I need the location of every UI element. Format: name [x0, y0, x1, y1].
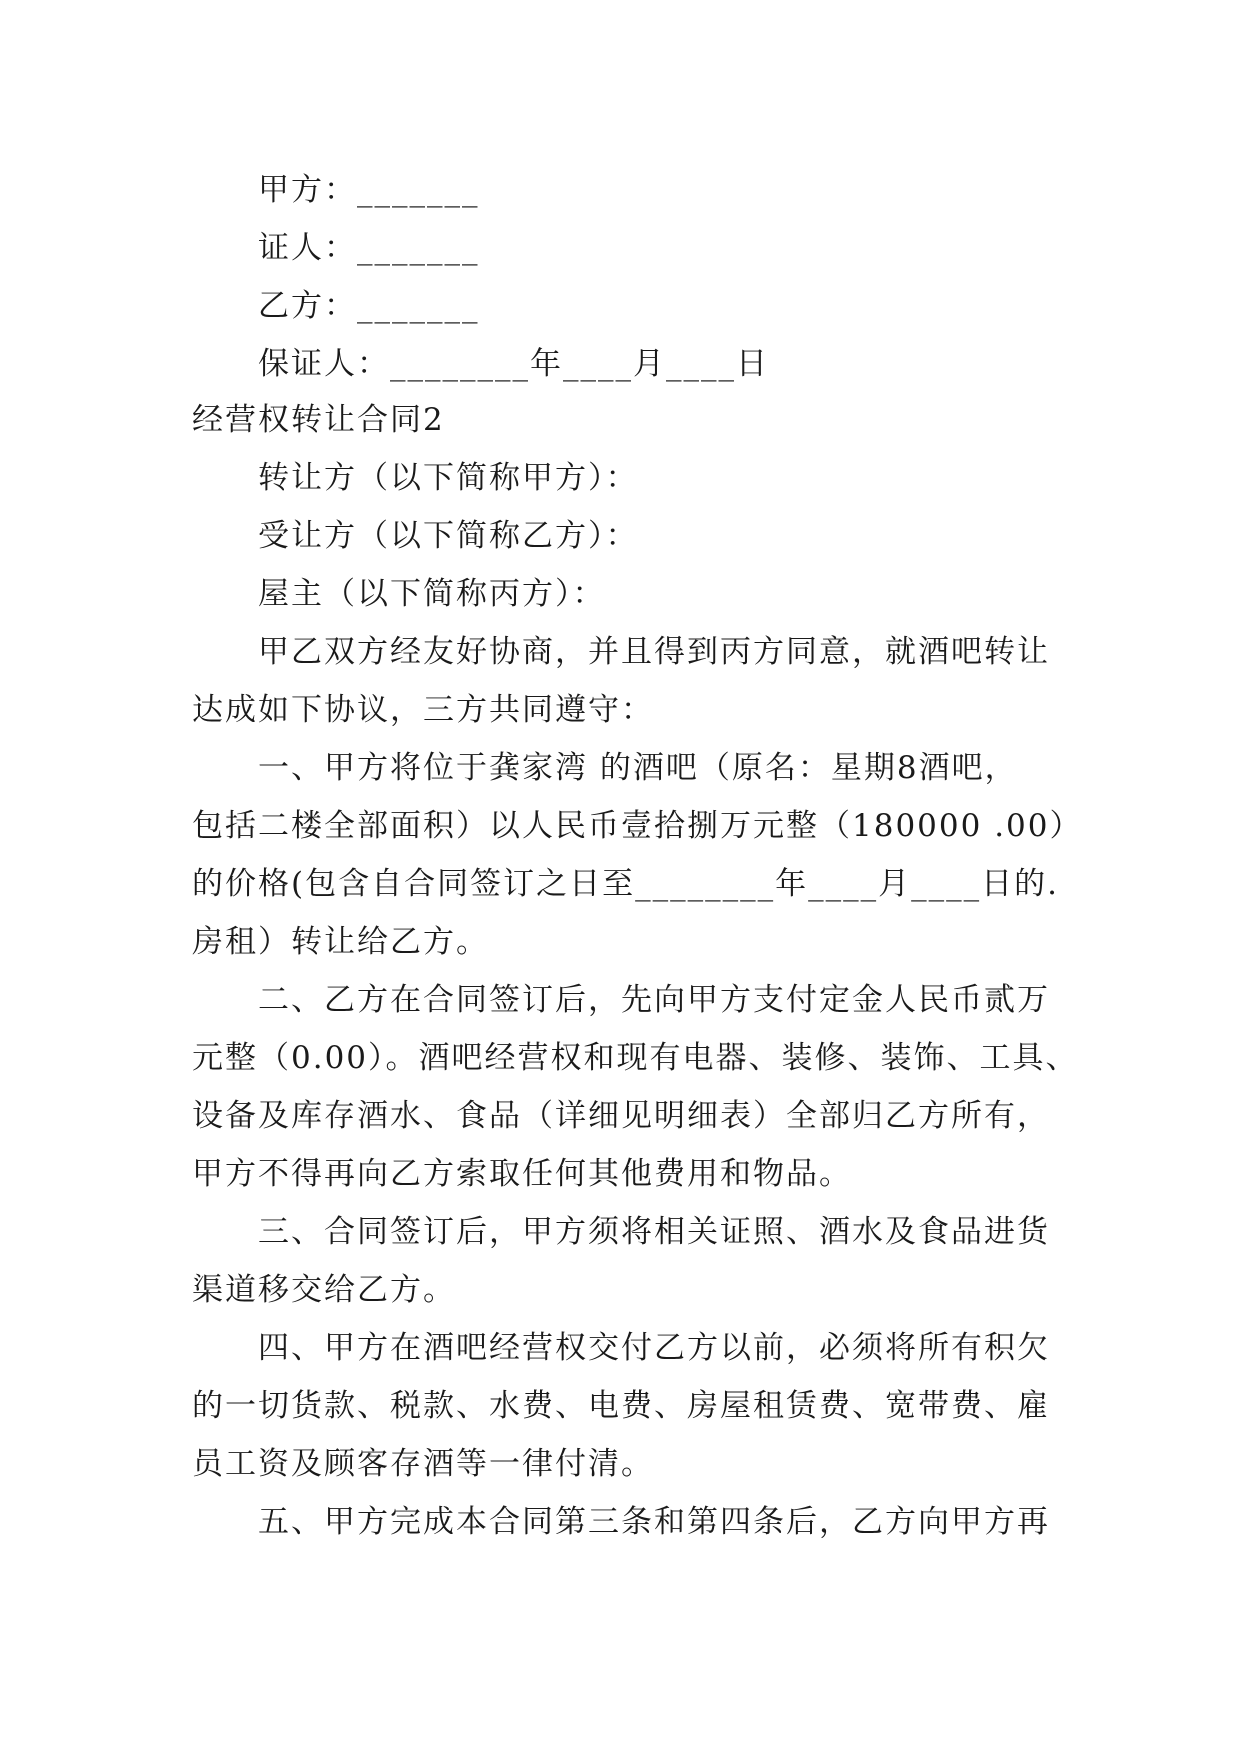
- clause-4-line: 四、甲方在酒吧经营权交付乙方以前，必须将所有积欠: [258, 1330, 1050, 1366]
- clause-1-line: 的价格(包含自合同签订之日至________年____月____日的.: [192, 866, 1059, 902]
- body-line: 甲乙双方经友好协商，并且得到丙方同意，就酒吧转让: [258, 634, 1050, 670]
- signature-party-a: 甲方：_______: [258, 172, 480, 208]
- clause-4-line: 的一切货款、税款、水费、电费、房屋租赁费、宽带费、雇: [192, 1388, 1050, 1424]
- clause-2-line: 设备及库存酒水、食品（详细见明细表）全部归乙方所有，: [192, 1098, 1050, 1134]
- clause-3-line: 三、合同签订后，甲方须将相关证照、酒水及食品进货: [258, 1214, 1050, 1250]
- clause-1-line: 房租）转让给乙方。: [192, 924, 489, 960]
- party-transferee: 受让方（以下简称乙方）：: [258, 518, 639, 554]
- signature-witness: 证人：_______: [258, 230, 480, 266]
- signature-party-b: 乙方：_______: [258, 288, 480, 324]
- clause-2-line: 甲方不得再向乙方索取任何其他费用和物品。: [192, 1156, 852, 1192]
- clause-1-line: 一、甲方将位于龚家湾 的酒吧（原名：星期8酒吧，: [258, 750, 1018, 786]
- clause-2-line: 二、乙方在合同签订后，先向甲方支付定金人民币贰万: [258, 982, 1050, 1018]
- party-landlord: 屋主（以下简称丙方）：: [258, 576, 606, 612]
- body-line: 达成如下协议，三方共同遵守：: [192, 692, 654, 728]
- clause-2-line: 元整（0.00）。酒吧经营权和现有电器、装修、装饰、工具、: [192, 1040, 1079, 1076]
- contract-title: 经营权转让合同2: [192, 402, 445, 438]
- signature-guarantor-date: 保证人：________年____月____日: [258, 346, 769, 382]
- clause-3-line: 渠道移交给乙方。: [192, 1272, 456, 1308]
- clause-4-line: 员工资及顾客存酒等一律付清。: [192, 1446, 654, 1482]
- party-transferor: 转让方（以下简称甲方）：: [258, 460, 639, 496]
- clause-5-line: 五、甲方完成本合同第三条和第四条后，乙方向甲方再: [258, 1504, 1050, 1540]
- clause-1-line: 包括二楼全部面积）以人民币壹拾捌万元整（180000 .00）: [192, 808, 1083, 844]
